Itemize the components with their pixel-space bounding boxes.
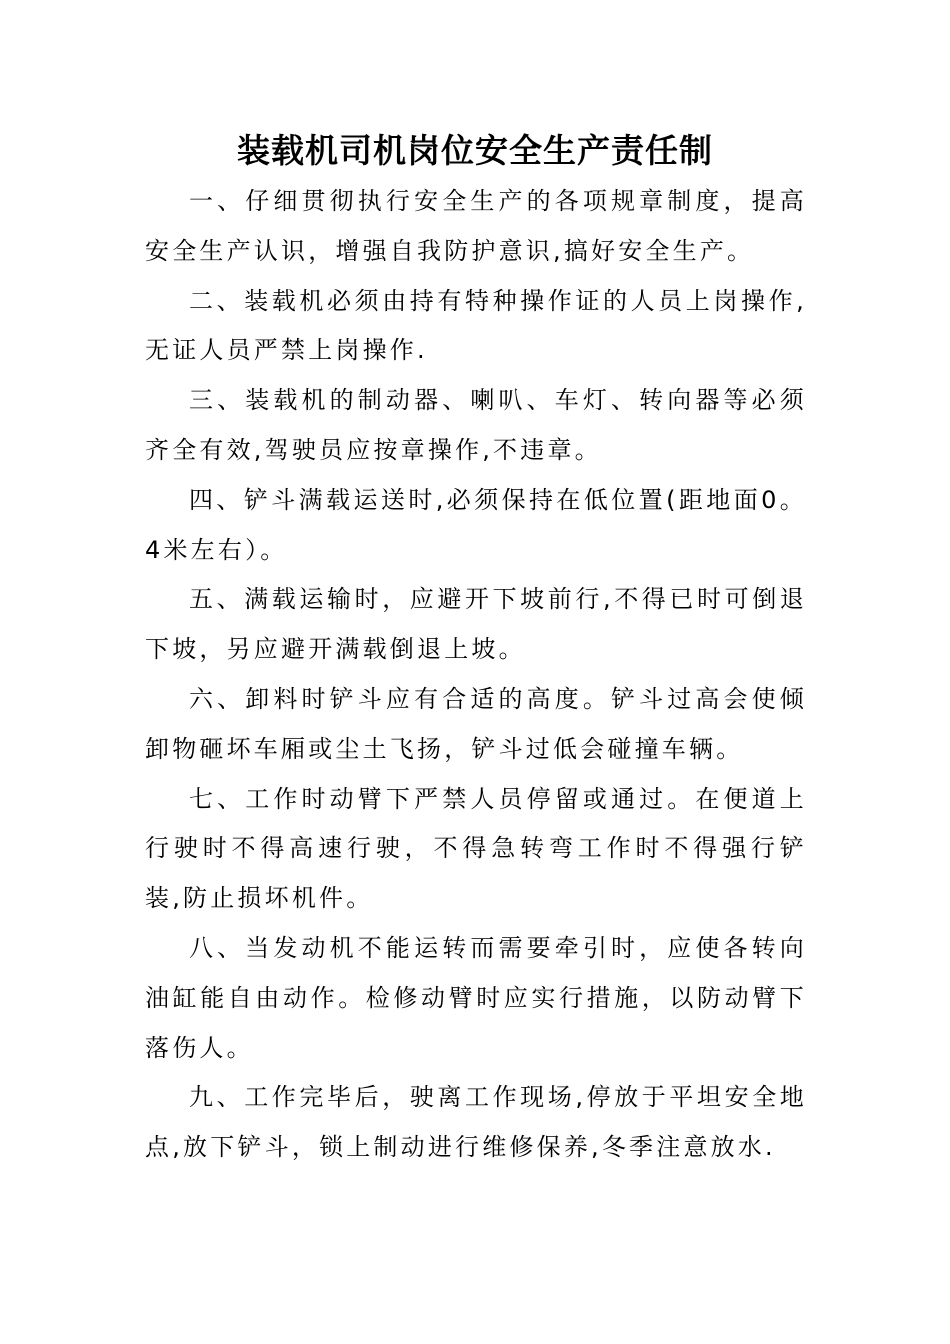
document-body (145, 177, 807, 1173)
clause-2: 二、装载机必须由持有特种操作证的人员上岗操作,无证人员严禁上岗操作. (145, 286, 807, 365)
clause-7: 七、工作时动臂下严禁人员停留或通过。在便道上行驶时不得高速行驶，不得急转弯工作时不得强行铲装,防止损坏机件。 (145, 784, 807, 913)
clause-8: 八、当发动机不能运转而需要牵引时，应使各转向油缸能自由动作。检修动臂时应实行措施，以防动臂下落伤人。 (145, 933, 807, 1062)
clause-4: 四、铲斗满载运送时,必须保持在低位置(距地面0。4米左右）。 (145, 485, 807, 564)
clause-9: 九、工作完毕后，驶离工作现场,停放于平坦安全地点,放下铲斗，锁上制动进行维修保养,冬季注意放水. (145, 1083, 807, 1162)
clause-6: 六、卸料时铲斗应有合适的高度。铲斗过高会使倾卸物砸坏车厢或尘土飞扬，铲斗过低会碰撞车辆。 (145, 684, 807, 763)
clause-3: 三、装载机的制动器、喇叭、车灯、转向器等必须齐全有效,驾驶员应按章操作,不违章。 (145, 386, 807, 464)
clause-1: 一、仔细贯彻执行安全生产的各项规章制度，提高安全生产认识，增强自我防护意识,搞好安全生产。 (145, 187, 807, 265)
clause-5: 五、满载运输时，应避开下坡前行,不得已时可倒退下坡，另应避开满载倒退上坡。 (145, 585, 807, 664)
document-title: 装载机司机岗位安全生产责任制 (237, 131, 713, 170)
